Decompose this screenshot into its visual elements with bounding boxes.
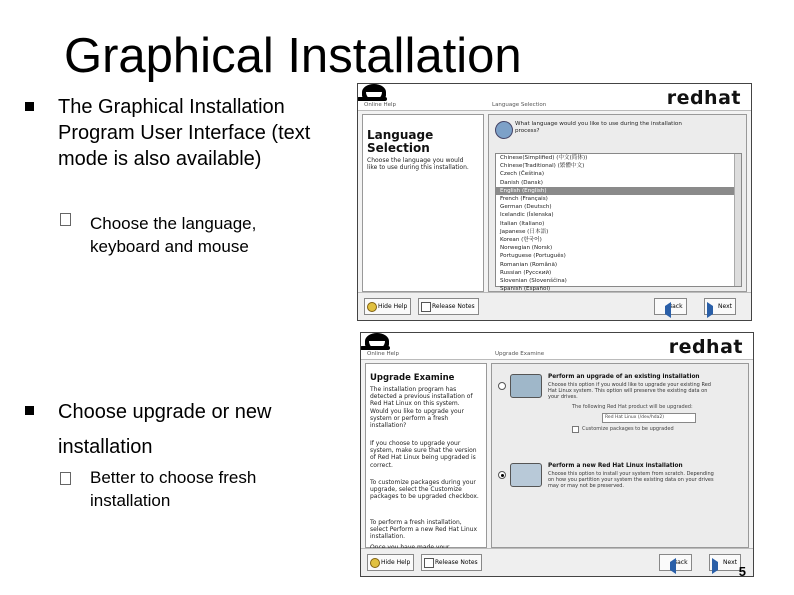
customize-packages-label: Customize packages to be upgraded: [582, 426, 674, 432]
new-install-icon: [510, 463, 542, 487]
hide-help-label: Hide Help: [381, 559, 411, 566]
back-button[interactable]: [654, 298, 687, 315]
back-label: Back: [668, 303, 683, 310]
release-notes-label: Release Notes: [435, 559, 478, 566]
online-help-header: Online Help: [364, 102, 397, 108]
next-label: Next: [723, 559, 737, 566]
language-list-item[interactable]: Portuguese (Português): [500, 253, 566, 260]
sub-bullet-2-text: Better to choose fresh installation: [90, 468, 257, 510]
new-install-radio[interactable]: [498, 471, 506, 479]
language-list-item[interactable]: English (English): [496, 187, 741, 195]
upgrade-examine-screenshot: [360, 332, 754, 577]
hide-help-label: Hide Help: [378, 303, 408, 310]
release-notes-button[interactable]: [421, 554, 482, 571]
language-list-item[interactable]: Spanish (Español): [500, 286, 551, 293]
help-pane: [362, 114, 484, 292]
document-icon: [421, 302, 431, 312]
upgrade-options-pane: [491, 363, 749, 548]
upgrade-target-label: The following Red Hat product will be upgraded:: [572, 404, 693, 410]
help-icon: [367, 302, 377, 312]
next-arrow-icon: [707, 302, 721, 318]
back-arrow-icon: [657, 302, 671, 318]
help-body-4: To perform a fresh installation, select Perform a new Red Hat Linux installation.: [370, 519, 478, 541]
new-install-option-description: Choose this option to install your system from scratch. Depending on how you partition your system the existing data on your drives may or may not be preserved.: [548, 471, 714, 489]
language-question-icon: [495, 121, 513, 139]
help-title: Upgrade Examine: [370, 373, 455, 383]
language-list-item[interactable]: Chinese(Traditional) (繁體中文): [500, 163, 585, 170]
language-list-item[interactable]: Russian (Русский): [500, 269, 552, 276]
language-list[interactable]: [495, 153, 742, 293]
online-help-header: Online Help: [367, 351, 400, 357]
language-list-item[interactable]: Danish (Dansk): [500, 179, 543, 186]
help-icon: [370, 558, 380, 568]
language-list-item[interactable]: Icelandic (Íslenska): [500, 212, 554, 219]
sub-bullet-marker: [60, 213, 71, 226]
bullet-marker: [25, 406, 34, 415]
installer-button-bar: [361, 548, 753, 576]
sub-bullet-1-text: Choose the language, keyboard and mouse: [90, 214, 257, 256]
language-question: What language would you like to use during the installation process?: [515, 121, 682, 134]
sub-bullet-marker: [60, 472, 71, 485]
new-install-option-title: Perform a new Red Hat Linux installation: [548, 463, 683, 469]
redhat-logo: redhat: [668, 336, 743, 358]
help-body-1: The installation program has detected a previous installation of Red Hat Linux on this system. Would you like to upgrade your system or perform a fresh installation?: [370, 386, 473, 430]
hide-help-button[interactable]: [364, 298, 411, 315]
release-notes-label: Release Notes: [432, 303, 475, 310]
document-icon: [424, 558, 434, 568]
back-button[interactable]: [659, 554, 692, 571]
language-list-item[interactable]: Czech (Čeština): [500, 171, 545, 178]
upgrade-target-select[interactable]: Red Hat Linux (/dev/hda2): [602, 413, 696, 423]
language-pane: [488, 114, 747, 292]
next-label: Next: [718, 303, 732, 310]
redhat-logo: redhat: [666, 87, 741, 109]
installer-header: [358, 84, 751, 111]
bullet-marker: [25, 102, 34, 111]
hide-help-button[interactable]: [367, 554, 414, 571]
language-list-item[interactable]: Chinese(Simplified) (中文(简体)): [500, 155, 588, 161]
language-list-item[interactable]: Slovenian (Slovenščina): [500, 278, 567, 285]
upgrade-icon: [510, 374, 542, 398]
customize-packages-checkbox[interactable]: [572, 426, 579, 433]
slide-title: Graphical Installation: [64, 29, 522, 83]
language-list-item[interactable]: Korean (한국어): [500, 237, 542, 244]
upgrade-option-title: Perform an upgrade of an existing installation: [548, 374, 700, 380]
language-list-item[interactable]: German (Deutsch): [500, 204, 552, 211]
next-button[interactable]: [704, 298, 736, 315]
back-arrow-icon: [662, 558, 676, 574]
bullet-2-text: Choose upgrade or new installation: [58, 401, 272, 458]
language-list-item[interactable]: French (Français): [500, 196, 548, 203]
bullet-1-text: The Graphical Installation Program User Interface (text mode is also available): [58, 96, 311, 170]
option-new-install[interactable]: [492, 459, 748, 499]
page-number: 5: [738, 564, 746, 579]
right-pane-header: Language Selection: [492, 102, 547, 108]
option-upgrade[interactable]: [492, 370, 748, 440]
language-list-item[interactable]: Norwegian (Norsk): [500, 245, 553, 252]
language-list-item[interactable]: Japanese (日本語): [500, 228, 549, 235]
upgrade-option-description: Choose this option if you would like to upgrade your existing Red Hat Linux system. This option will preserve the existing data on your drives.: [548, 382, 711, 400]
right-pane-header: Upgrade Examine: [495, 351, 545, 357]
language-list-item[interactable]: Italian (Italiano): [500, 220, 545, 227]
back-label: Back: [673, 559, 688, 566]
next-arrow-icon: [712, 558, 726, 574]
help-title: Language Selection: [367, 128, 434, 155]
release-notes-button[interactable]: [418, 298, 479, 315]
installer-button-bar: [358, 292, 751, 320]
help-body-3: To customize packages during your upgrade, select the Customize packages to be upgraded checkbox.: [370, 479, 479, 501]
help-body: Choose the language you would like to use during this installation.: [367, 157, 469, 172]
next-button[interactable]: [709, 554, 741, 571]
help-body-2: If you choose to upgrade your system, make sure that the version of Red Hat Linux being upgraded is correct.: [370, 440, 477, 469]
upgrade-radio[interactable]: [498, 382, 506, 390]
language-list-item[interactable]: Romanian (Română): [500, 261, 558, 268]
language-selection-screenshot: [357, 83, 752, 321]
help-pane: [365, 363, 487, 548]
installer-header: [361, 333, 753, 360]
language-list-scrollbar[interactable]: [734, 154, 741, 286]
